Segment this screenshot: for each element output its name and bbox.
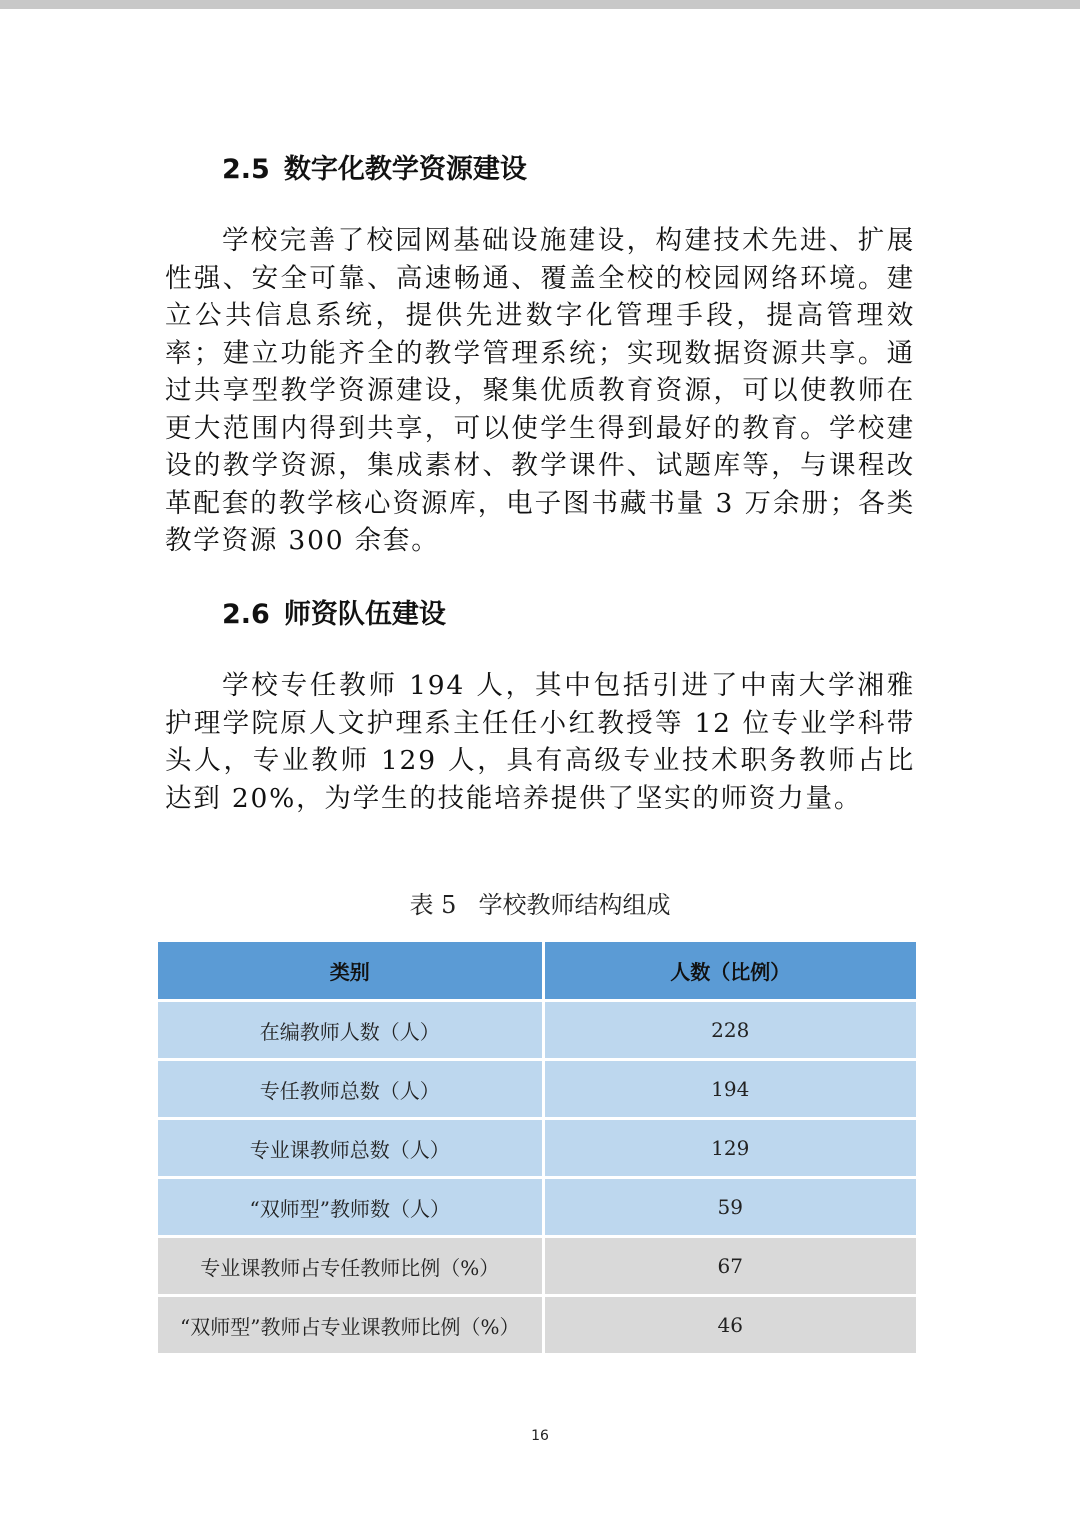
table-row <box>158 1001 916 1060</box>
table-row <box>158 1060 916 1119</box>
row-value: 59 <box>543 1178 916 1237</box>
header-category: 类别 <box>158 942 543 1001</box>
table-header-row <box>158 942 916 1001</box>
row-label: 专任教师总数（人） <box>158 1060 543 1119</box>
row-label: 专业课教师总数（人） <box>158 1119 543 1178</box>
row-value: 194 <box>543 1060 916 1119</box>
row-label: “双师型”教师占专业课教师比例（%） <box>158 1296 543 1355</box>
section-title: 数字化教学资源建设 <box>283 154 527 185</box>
row-value: 67 <box>543 1237 916 1296</box>
table-row <box>158 1119 916 1178</box>
section-heading-2-6 <box>222 597 446 633</box>
page-number: 16 <box>531 1428 549 1444</box>
row-value: 228 <box>543 1001 916 1060</box>
header-count: 人数（比例） <box>543 942 916 1001</box>
table-row <box>158 1178 916 1237</box>
section-heading-2-5 <box>222 152 527 188</box>
section-title: 师资队伍建设 <box>283 599 446 630</box>
table-caption-title: 学校教师结构组成 <box>478 891 671 919</box>
section-number: 2.5 <box>222 154 270 185</box>
table-row <box>158 1296 916 1355</box>
teacher-structure-table <box>158 942 916 1356</box>
row-label: “双师型”教师数（人） <box>158 1178 543 1237</box>
paragraph-digital-resources: 学校完善了校园网基础设施建设，构建技术先进、扩展性强、安全可靠、高速畅通、覆盖全校的校园网络环境。建立公共信息系统，提供先进数字化管理手段，提高管理效率；建立功能齐全的教学管理系统；实现数据资源共享。通过共享型教学资源建设，聚集优质教育资源，可以使教师在更大范围内得到共享，可以使学生得到最好的教育。学校建设的教学资源，集成素材、教学课件、试题库等，与课程改革配套的教学核心资源库，电子图书藏书量 3 万余册；各类教学资源 300 余套。 <box>165 225 915 556</box>
row-label: 专业课教师占专任教师比例（%） <box>158 1237 543 1296</box>
table-caption-label: 表 5 <box>409 891 457 919</box>
section-number: 2.6 <box>222 599 270 630</box>
row-label: 在编教师人数（人） <box>158 1001 543 1060</box>
table-caption <box>0 888 1080 922</box>
top-border <box>0 0 1080 9</box>
table-row <box>158 1237 916 1296</box>
paragraph-faculty: 学校专任教师 194 人，其中包括引进了中南大学湘雅护理学院原人文护理系主任任小红教授等 12 位专业学科带头人，专业教师 129 人，具有高级专业技术职务教师占比达到 20%，为学生的技能培养提供了坚实的师资力量。 <box>165 670 915 814</box>
row-value: 46 <box>543 1296 916 1355</box>
row-value: 129 <box>543 1119 916 1178</box>
